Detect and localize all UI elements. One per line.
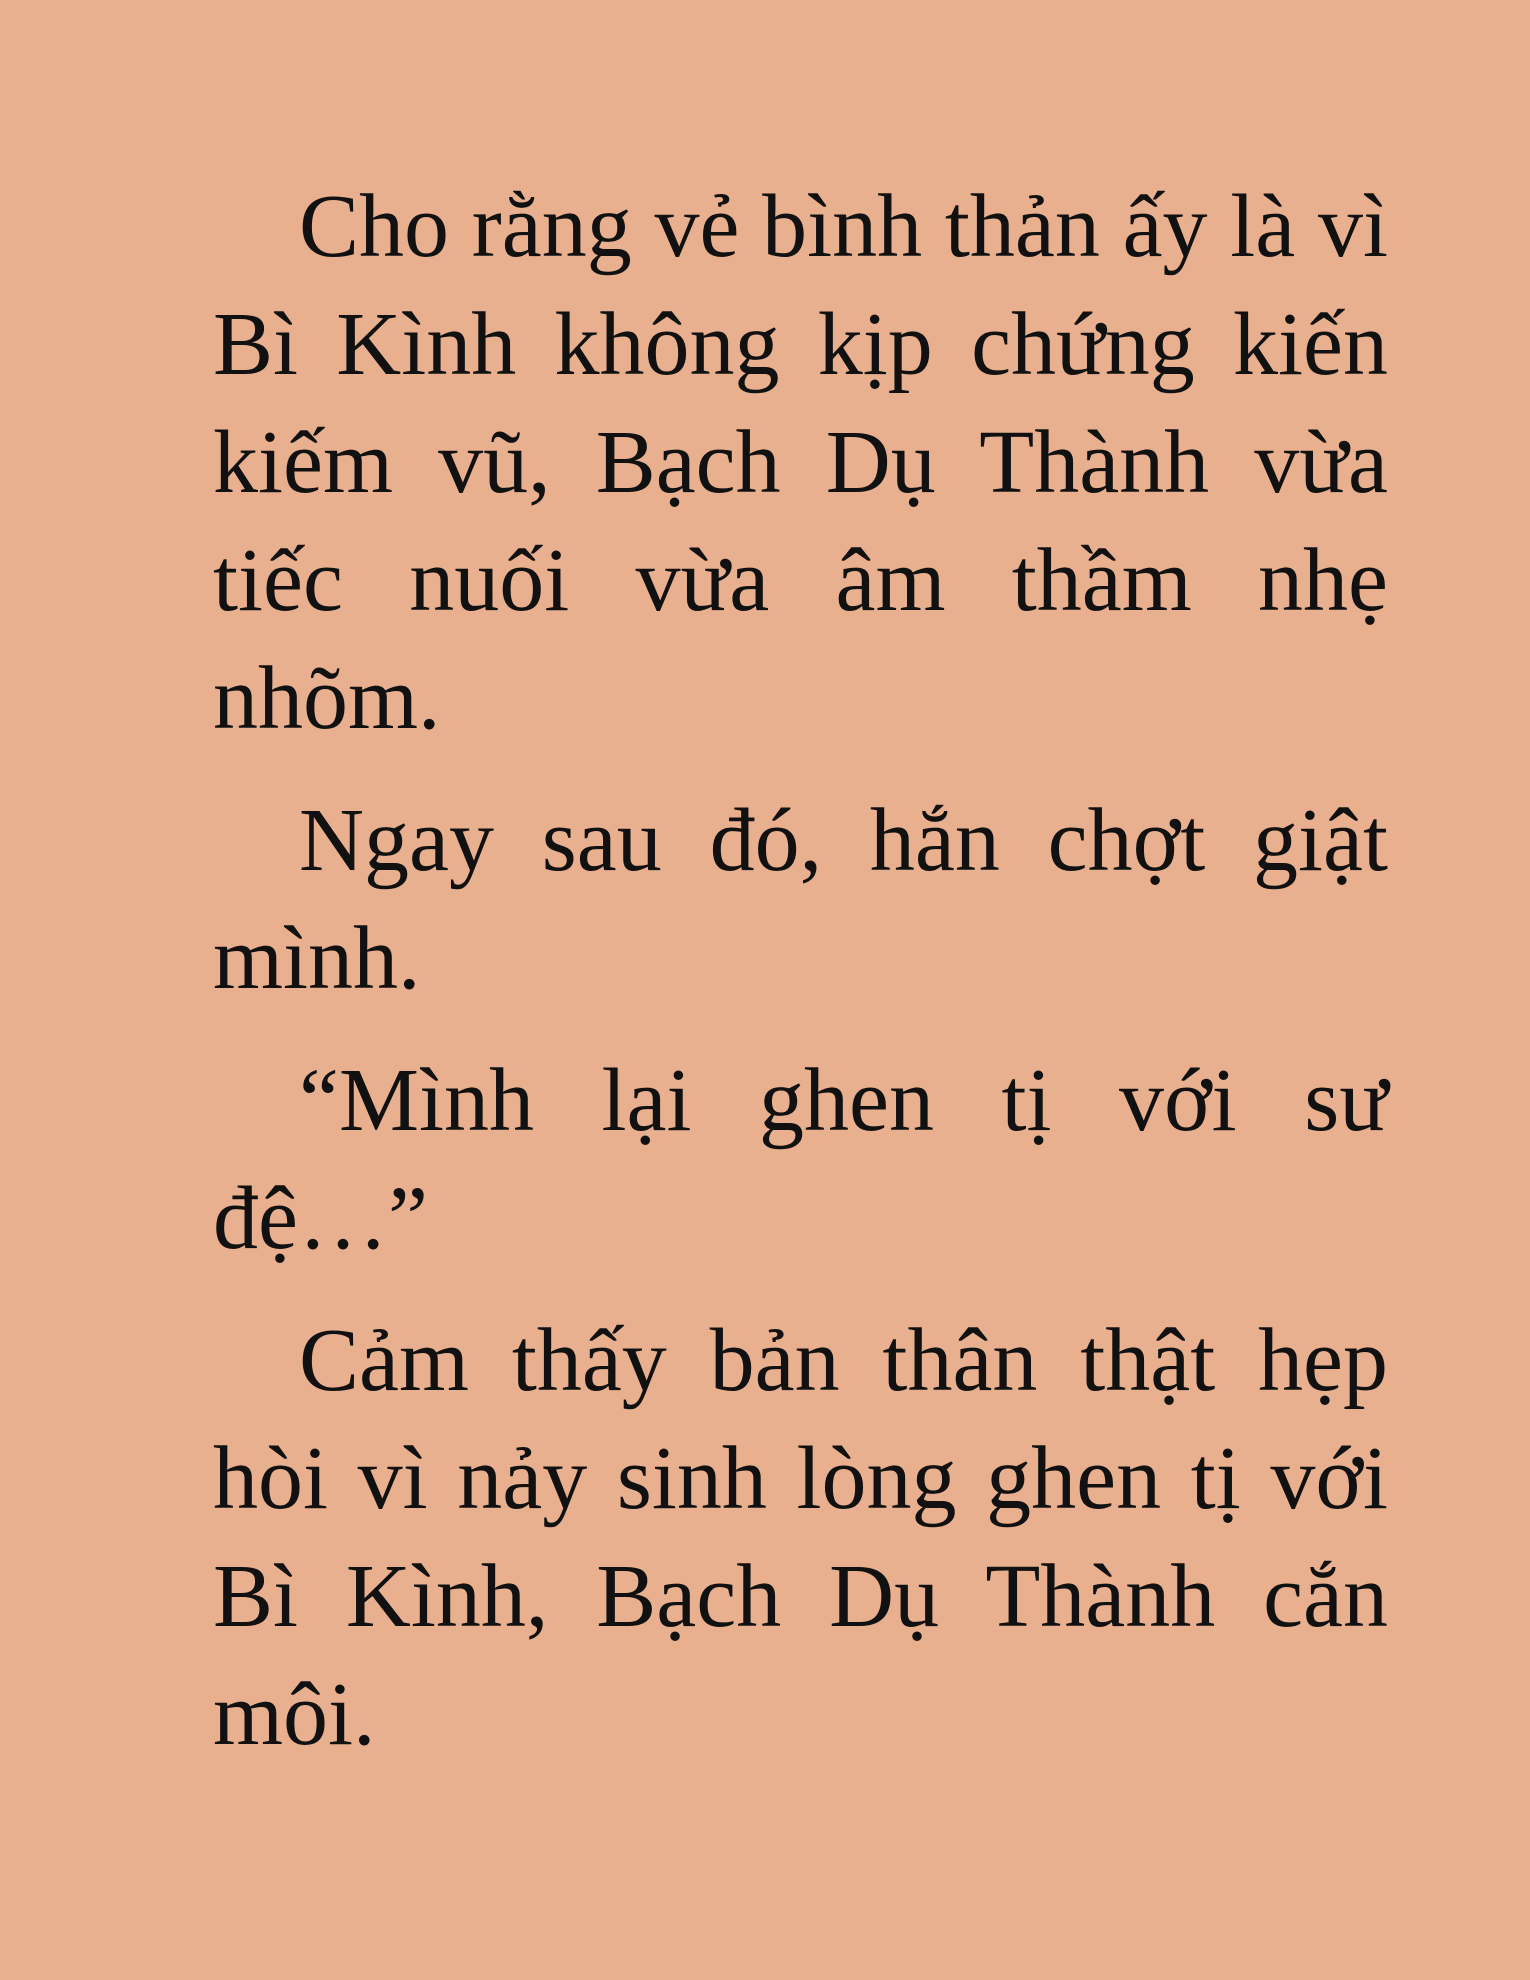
paragraph-4: Cảm thấy bản thân thật hẹp hòi vì nảy sinh lòng ghen tị với Bì Kình, Bạch Dụ Thành cắn môi. bbox=[213, 1311, 1388, 1764]
paragraph-1: Cho rằng vẻ bình thản ấy là vì Bì Kình không kịp chứng kiến kiếm vũ, Bạch Dụ Thành vừa tiếc nuối vừa âm thầm nhẹ nhõm. bbox=[213, 177, 1388, 748]
paragraph-3: “Mình lại ghen tị với sư đệ…” bbox=[213, 1051, 1388, 1268]
paragraph-2: Ngay sau đó, hắn chợt giật mình. bbox=[213, 791, 1388, 1008]
document-page bbox=[213, 168, 1388, 1774]
